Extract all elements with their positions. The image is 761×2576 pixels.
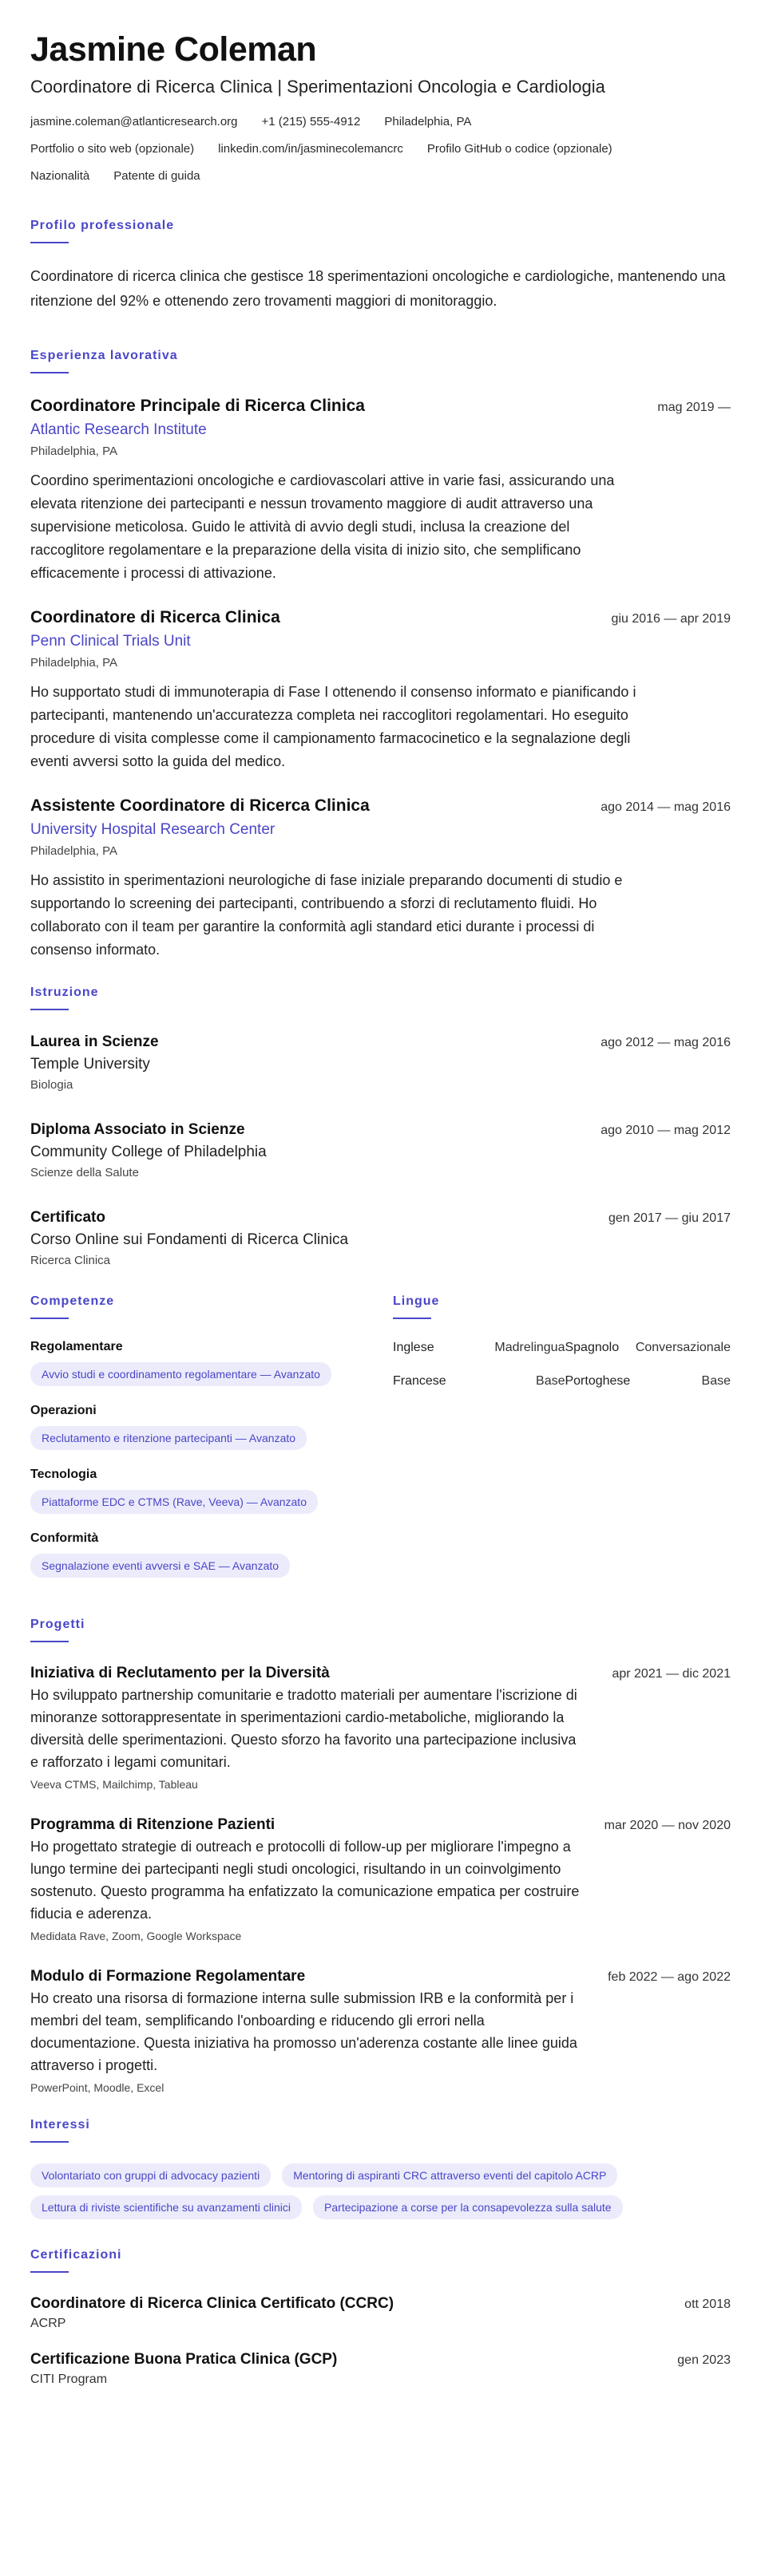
project-description: Ho sviluppato partnership comunitarie e tradotto materiali per aumentare l'iscrizione di minoranze sottorappresentate in sperimentazioni cardio-metaboliche, migliorando la diversità delle sperimentazioni. Questo sforzo ha favorito una partecipazione inclusiva e rafforzato i legami comunitari. bbox=[30, 1687, 577, 1770]
job-description: Ho assistito in sperimentazioni neurologiche di fase iniziale preparando documenti di studio e supportando lo screening dei partecipanti, contribuendo a sforzi di reclutamento fluidi. Ho collaborato con il team per garantire la conformità agli standard etici durante i processi di consenso informato. bbox=[30, 872, 623, 958]
field-of-study: Ricerca Clinica bbox=[30, 1254, 111, 1267]
project-name: Iniziativa di Reclutamento per la Diversità bbox=[30, 1665, 330, 1681]
languages-column bbox=[393, 1294, 731, 1595]
job-description: Coordino sperimentazioni oncologiche e cardiovascolari attive in varie fasi, assicurando una elevata ritenzione dei partecipanti e nessun trovamento maggiore di audit attraverso una supervisione meticolosa. Guido le attività di avvio degli studi, inclusa la creazione del raccoglitore regolamentare e la preparazione della visita di inizio sito, che semplificano efficacemente i processi di attivazione. bbox=[30, 472, 615, 581]
job-dates: ago 2014 — mag 2016 bbox=[600, 800, 731, 814]
job-title: Coordinatore Principale di Ricerca Clinica bbox=[30, 397, 365, 415]
language-name: Portoghese bbox=[565, 1374, 631, 1388]
project-dates: mar 2020 — nov 2020 bbox=[604, 1819, 731, 1832]
education-dates: ago 2012 — mag 2016 bbox=[600, 1036, 731, 1049]
section-divider bbox=[30, 372, 69, 373]
degree: Certificato bbox=[30, 1209, 105, 1226]
section-divider bbox=[30, 1318, 69, 1319]
language-name: Francese bbox=[393, 1374, 446, 1388]
school: Temple University bbox=[30, 1056, 150, 1073]
language-item bbox=[565, 1340, 731, 1356]
certification-item bbox=[30, 2349, 731, 2389]
skill-chip: Avvio studi e coordinamento regolamentare — Avanzato bbox=[30, 1362, 331, 1386]
driving-license: Patente di guida bbox=[113, 169, 200, 183]
resume-header bbox=[30, 29, 731, 190]
language-row bbox=[393, 1340, 731, 1356]
field-of-study: Biologia bbox=[30, 1078, 73, 1092]
section-title: Esperienza lavorativa bbox=[30, 349, 178, 362]
language-item bbox=[393, 1340, 565, 1356]
language-name: Spagnolo bbox=[565, 1341, 620, 1354]
job-title: Coordinatore di Ricerca Clinica bbox=[30, 608, 280, 626]
skill-chip: Piattaforme EDC e CTMS (Rave, Veeva) — Avanzato bbox=[30, 1490, 318, 1514]
summary-text: Coordinatore di ricerca clinica che gestisce 18 sperimentazioni oncologiche e cardiologiche, mantenendo una ritenzione del 92% e ottenendo zero trovamenti maggiori di monitoraggio. bbox=[30, 268, 726, 309]
section-divider bbox=[30, 1641, 69, 1642]
degree: Laurea in Scienze bbox=[30, 1033, 159, 1050]
job-location: Philadelphia, PA bbox=[30, 444, 117, 458]
education-dates: ago 2010 — mag 2012 bbox=[600, 1124, 731, 1137]
job-dates: mag 2019 — bbox=[657, 401, 731, 414]
section-divider bbox=[30, 242, 69, 243]
job-location: Philadelphia, PA bbox=[30, 656, 117, 670]
candidate-name: Jasmine Coleman bbox=[30, 30, 317, 69]
project-name: Modulo di Formazione Regolamentare bbox=[30, 1968, 306, 1985]
language-level: Madrelingua bbox=[494, 1341, 565, 1354]
skill-group bbox=[30, 1404, 393, 1450]
certification-date: ott 2018 bbox=[684, 2297, 731, 2311]
interests-section bbox=[30, 2118, 731, 2219]
experience-item bbox=[30, 794, 731, 962]
candidate-headline: Coordinatore di Ricerca Clinica | Sperimentazioni Oncologia e Cardiologia bbox=[30, 77, 605, 97]
education-item bbox=[30, 1031, 731, 1095]
interest-chip: Partecipazione a corse per la consapevolezza sulla salute bbox=[313, 2195, 623, 2219]
portfolio-link[interactable]: Portfolio o sito web (opzionale) bbox=[30, 142, 195, 156]
job-location: Philadelphia, PA bbox=[30, 844, 117, 858]
certification-name: Coordinatore di Ricerca Clinica Certificato (CCRC) bbox=[30, 2295, 394, 2312]
project-description: Ho creato una risorsa di formazione interna sulle submission IRB e la conformità per i membri del team, semplificando l'onboarding e riducendo gli errori nella documentazione. Questa iniziativa ha promosso un'aderenza costante alle linee guida attraverso i progetti. bbox=[30, 1990, 577, 2073]
section-title: Progetti bbox=[30, 1618, 85, 1631]
employer: Penn Clinical Trials Unit bbox=[30, 633, 191, 650]
phone-number[interactable]: +1 (215) 555-4912 bbox=[261, 115, 361, 128]
section-title: Competenze bbox=[30, 1294, 115, 1308]
job-dates: giu 2016 — apr 2019 bbox=[611, 612, 731, 626]
school: Community College of Philadelphia bbox=[30, 1144, 267, 1160]
skill-category: Conformità bbox=[30, 1531, 99, 1545]
skills-column bbox=[30, 1294, 393, 1595]
github-link[interactable]: Profilo GitHub o codice (opzionale) bbox=[426, 142, 612, 156]
section-title: Istruzione bbox=[30, 986, 99, 999]
field-of-study: Scienze della Salute bbox=[30, 1166, 139, 1179]
experience-item bbox=[30, 606, 731, 773]
school: Corso Online sui Fondamenti di Ricerca Clinica bbox=[30, 1231, 349, 1248]
projects-section bbox=[30, 1618, 731, 2097]
skill-group bbox=[30, 1340, 393, 1386]
project-name: Programma di Ritenzione Pazienti bbox=[30, 1816, 275, 1833]
language-row bbox=[393, 1373, 731, 1389]
skill-chip: Segnalazione eventi avversi e SAE — Avanzato bbox=[30, 1554, 290, 1578]
summary-section bbox=[30, 219, 731, 314]
project-item bbox=[30, 1966, 731, 2097]
project-item bbox=[30, 1815, 731, 1946]
language-name: Inglese bbox=[393, 1341, 434, 1354]
interest-chip: Mentoring di aspiranti CRC attraverso eventi del capitolo ACRP bbox=[282, 2163, 617, 2187]
employer: University Hospital Research Center bbox=[30, 821, 275, 838]
experience-item bbox=[30, 394, 731, 585]
section-divider bbox=[393, 1318, 431, 1319]
job-title: Assistente Coordinatore di Ricerca Clinica bbox=[30, 796, 370, 815]
certifications-section bbox=[30, 2248, 731, 2389]
experience-section bbox=[30, 349, 731, 962]
linkedin-link[interactable]: linkedin.com/in/jasminecolemancrc bbox=[218, 142, 403, 156]
skill-group bbox=[30, 1531, 393, 1578]
project-tools: Medidata Rave, Zoom, Google Workspace bbox=[30, 1930, 242, 1942]
certification-item bbox=[30, 2294, 731, 2333]
skill-chip: Reclutamento e ritenzione partecipanti — Avanzato bbox=[30, 1426, 307, 1450]
project-dates: apr 2021 — dic 2021 bbox=[612, 1667, 731, 1681]
section-title: Interessi bbox=[30, 2118, 90, 2132]
section-divider bbox=[30, 2141, 69, 2143]
language-item bbox=[565, 1373, 731, 1389]
section-divider bbox=[30, 1009, 69, 1010]
education-item bbox=[30, 1119, 731, 1183]
project-tools: PowerPoint, Moodle, Excel bbox=[30, 2081, 164, 2094]
education-section bbox=[30, 986, 731, 1270]
project-tools: Veeva CTMS, Mailchimp, Tableau bbox=[30, 1778, 198, 1791]
nationality: Nazionalità bbox=[30, 169, 90, 183]
skills-languages-section bbox=[30, 1294, 731, 1595]
language-level: Base bbox=[536, 1374, 565, 1388]
certification-name: Certificazione Buona Pratica Clinica (GCP) bbox=[30, 2351, 338, 2368]
project-description: Ho progettato strategie di outreach e protocolli di follow-up per migliorare l'impegno a lungo termine dei partecipanti negli studi oncologici, risultando in un coinvolgimento sostenuto. Questo programma ha enfatizzato la comunicazione empatica per costruire fiducia e aderenza. bbox=[30, 1839, 580, 1922]
degree: Diploma Associato in Scienze bbox=[30, 1121, 245, 1138]
skill-category: Regolamentare bbox=[30, 1340, 123, 1353]
section-title: Lingue bbox=[393, 1294, 440, 1308]
section-title: Certificazioni bbox=[30, 2248, 122, 2262]
employer: Atlantic Research Institute bbox=[30, 421, 207, 438]
location: Philadelphia, PA bbox=[384, 115, 472, 128]
education-item bbox=[30, 1207, 731, 1270]
interest-chip: Volontariato con gruppi di advocacy pazienti bbox=[30, 2163, 271, 2187]
interest-chip: Lettura di riviste scientifiche su avanzamenti clinici bbox=[30, 2195, 302, 2219]
certification-issuer: ACRP bbox=[30, 2317, 66, 2330]
contact-links bbox=[30, 136, 731, 163]
project-item bbox=[30, 1663, 731, 1794]
project-dates: feb 2022 — ago 2022 bbox=[608, 1970, 731, 1984]
skill-group bbox=[30, 1468, 393, 1514]
skill-category: Operazioni bbox=[30, 1404, 97, 1417]
language-level: Base bbox=[701, 1374, 731, 1388]
skill-category: Tecnologia bbox=[30, 1468, 97, 1481]
education-dates: gen 2017 — giu 2017 bbox=[608, 1211, 731, 1225]
language-item bbox=[393, 1373, 565, 1389]
interest-list bbox=[30, 2163, 717, 2219]
section-divider bbox=[30, 2271, 69, 2273]
certification-issuer: CITI Program bbox=[30, 2373, 108, 2386]
language-level: Conversazionale bbox=[635, 1341, 731, 1354]
certification-date: gen 2023 bbox=[677, 2353, 731, 2367]
email-link[interactable]: jasmine.coleman@atlanticresearch.org bbox=[30, 115, 238, 128]
section-title: Profilo professionale bbox=[30, 219, 175, 232]
job-description: Ho supportato studi di immunoterapia di Fase I ottenendo il consenso informato e pianificando i partecipanti, mantenendo un'accuratezza completa nei raccoglitori regolamentari. Ho eseguito procedure di visita complesse come il campionamento farmacocinetico e la segnalazione degli eventi avversi sotto la guida del medico. bbox=[30, 684, 636, 769]
contact-info bbox=[30, 109, 731, 136]
contact-extra bbox=[30, 163, 731, 190]
